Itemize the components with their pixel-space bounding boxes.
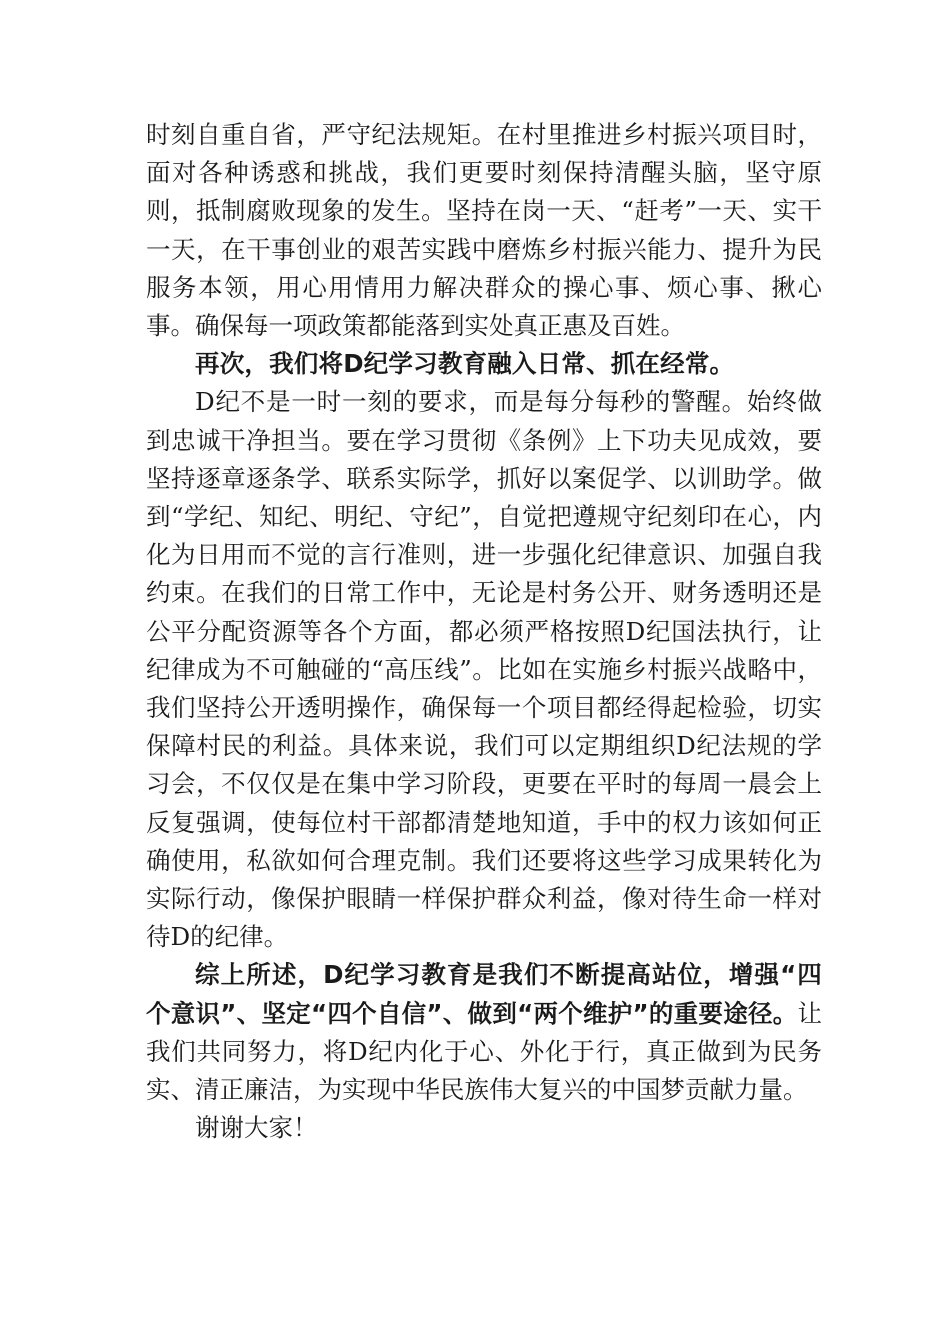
paragraph-discipline-details: D纪不是一时一刻的要求，而是每分每秒的警醒。始终做到忠诚干净担当。要在学习贯彻《条例》上下功夫见成效，要坚持逐章逐条学、联系实际学，抓好以案促学、以训助学。做到“学纪、知纪、明纪、守纪”，自觉把遵规守纪刻印在心，内化为日用而不觉的言行准则，进一步强化纪律意识、加强自我约束。在我们的日常工作中，无论是村务公开、财务透明还是公平分配资源等各个方面，都必须严格按照D纪国法执行，让纪律成为不可触碰的“高压线”。比如在实施乡村振兴战略中，我们坚持公开透明操作，确保每一个项目都经得起检验，切实保障村民的利益。具体来说，我们可以定期组织D纪法规的学习会，不仅仅是在集中学习阶段，更要在平时的每周一晨会上反复强调，使每位村干部都清楚地知道，手中的权力该如何正确使用，私欲如何合理克制。我们还要将这些学习成果转化为实际行动，像保护眼睛一样保护群众利益，像对待生命一样对待D的纪律。 [146,387,822,952]
paragraph-integrity: 时刻自重自省，严守纪法规矩。在村里推进乡村振兴项目时，面对各种诱惑和挑战，我们更要时刻保持清醒头脑，坚守原则，抵制腐败现象的发生。坚持在岗一天、“赶考”一天、实干一天，在干事创业的艰苦实践中磨炼乡村振兴能力、提升为民服务本领，用心用情用力解决群众的操心事、烦心事、揪心事。确保每一项政策都能落到实处真正惠及百姓。 [146,120,822,341]
closing-thanks: 谢谢大家！ [195,1113,318,1143]
conclusion-normal-text: 让我们共同努力，将D纪内化于心、外化于行，真正做到为民务实、清正廉洁，为实现中华民族伟大复兴的中国梦贡献力量。 [146,998,822,1105]
paragraph-conclusion [146,956,822,1109]
section-heading-daily-education: 再次，我们将D纪学习教育融入日常、抓在经常。 [195,349,735,379]
conclusion-bold-text: 综上所述，D纪学习教育是我们不断提高站位，增强“四个意识”、坚定“四个自信”、做到“两个维护”的重要途径。 [146,960,822,1028]
document-body [146,116,822,1147]
